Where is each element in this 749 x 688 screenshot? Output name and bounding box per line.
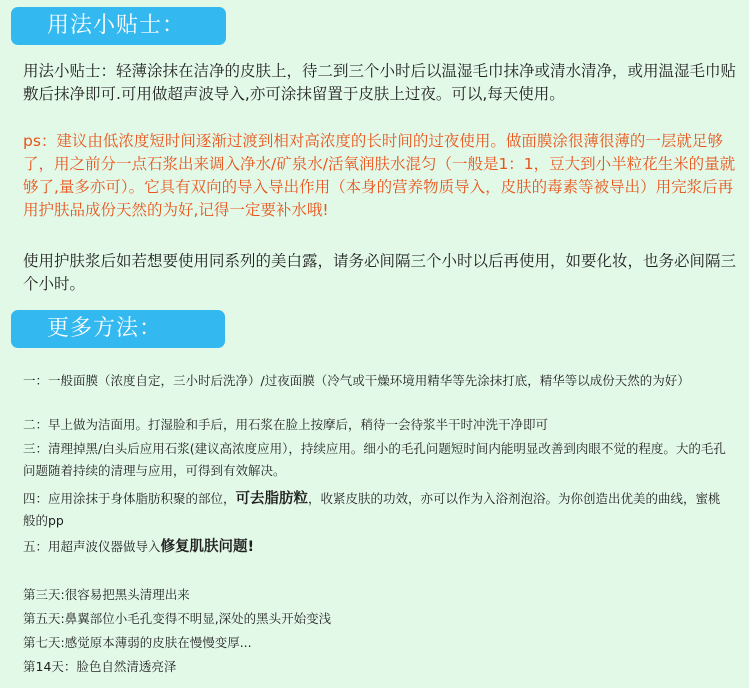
timeline-day-7: 第七天:感觉原本薄弱的皮肤在慢慢变厚... xyxy=(23,635,252,650)
method-item-4 xyxy=(23,488,731,532)
ps-note: ps：建议由低浓度短时间逐渐过渡到相对高浓度的长时间的过夜使用。做面膜涂很薄很薄的一层就足够了，用之前分一点石浆出来调入净水/矿泉水/活氧润肤水混匀（一般是1：1，豆大到小半粒花生米的量就够了,量多亦可）。它具有双向的导入导出作用（本身的营养物质导入，皮肤的毒素等被导出）用完浆后再用护肤品成份天然的为好,记得一定要补水哦! xyxy=(23,132,736,219)
timeline-day-14: 第14天：脸色自然清透亮泽 xyxy=(23,659,177,674)
method-item-2: 二：早上做为洁面用。打湿脸和手后，用石浆在脸上按摩后，稍待一会待浆半干时冲洗干净即可 xyxy=(23,417,549,432)
serum-note: 使用护肤浆后如若想要使用同系列的美白露，请务必间隔三个小时以后再使用，如要化妆，也务必间隔三个小时。 xyxy=(23,252,737,293)
timeline-day-5: 第五天:鼻翼部位小毛孔变得不明显,深处的黑头开始变浅 xyxy=(23,611,332,626)
method-item-5-highlight: 修复肌肤问题! xyxy=(160,539,255,555)
tips-paragraph: 用法小贴士：轻薄涂抹在洁净的皮肤上，待二到三个小时后以温湿毛巾抹净或清水清净，或用温湿毛巾贴敷后抹净即可.可用做超声波导入,亦可涂抹留置于皮肤上过夜。可以,每天使用。 xyxy=(23,62,737,103)
method-item-3: 三：清理掉黑/白头后应用石浆(建议高浓度应用），持续应用。细小的毛孔问题短时间内能明显改善到肉眼不觉的程度。大的毛孔问题随着持续的清理与应用，可得到有效解决。 xyxy=(23,441,726,478)
method-item-4-highlight: 可去脂肪粒 xyxy=(235,491,309,507)
method-item-5-prefix: 五：用超声波仪器做导入 xyxy=(23,539,161,554)
methods-heading-badge xyxy=(11,310,225,348)
tips-heading: 用法小贴士： xyxy=(47,13,186,38)
method-item-4-prefix: 四：应用涂抹于身体脂肪积聚的部位， xyxy=(23,491,236,506)
timeline-day-3: 第三天:很容易把黑头清理出来 xyxy=(23,587,190,602)
method-item-4-suffix: ，收紧皮肤的功效，亦可以作为入浴剂泡浴。为你创造出优美的曲线，蜜桃般的pp xyxy=(23,491,721,528)
methods-heading: 更多方法： xyxy=(47,316,163,341)
method-item-1: 一：一般面膜（浓度自定，三小时后洗净）/过夜面膜（冷气或干燥环境用精华等先涂抹打底，精华等以成份天然的为好） xyxy=(23,373,690,388)
method-item-5 xyxy=(23,536,731,558)
tips-heading-badge xyxy=(11,7,226,45)
